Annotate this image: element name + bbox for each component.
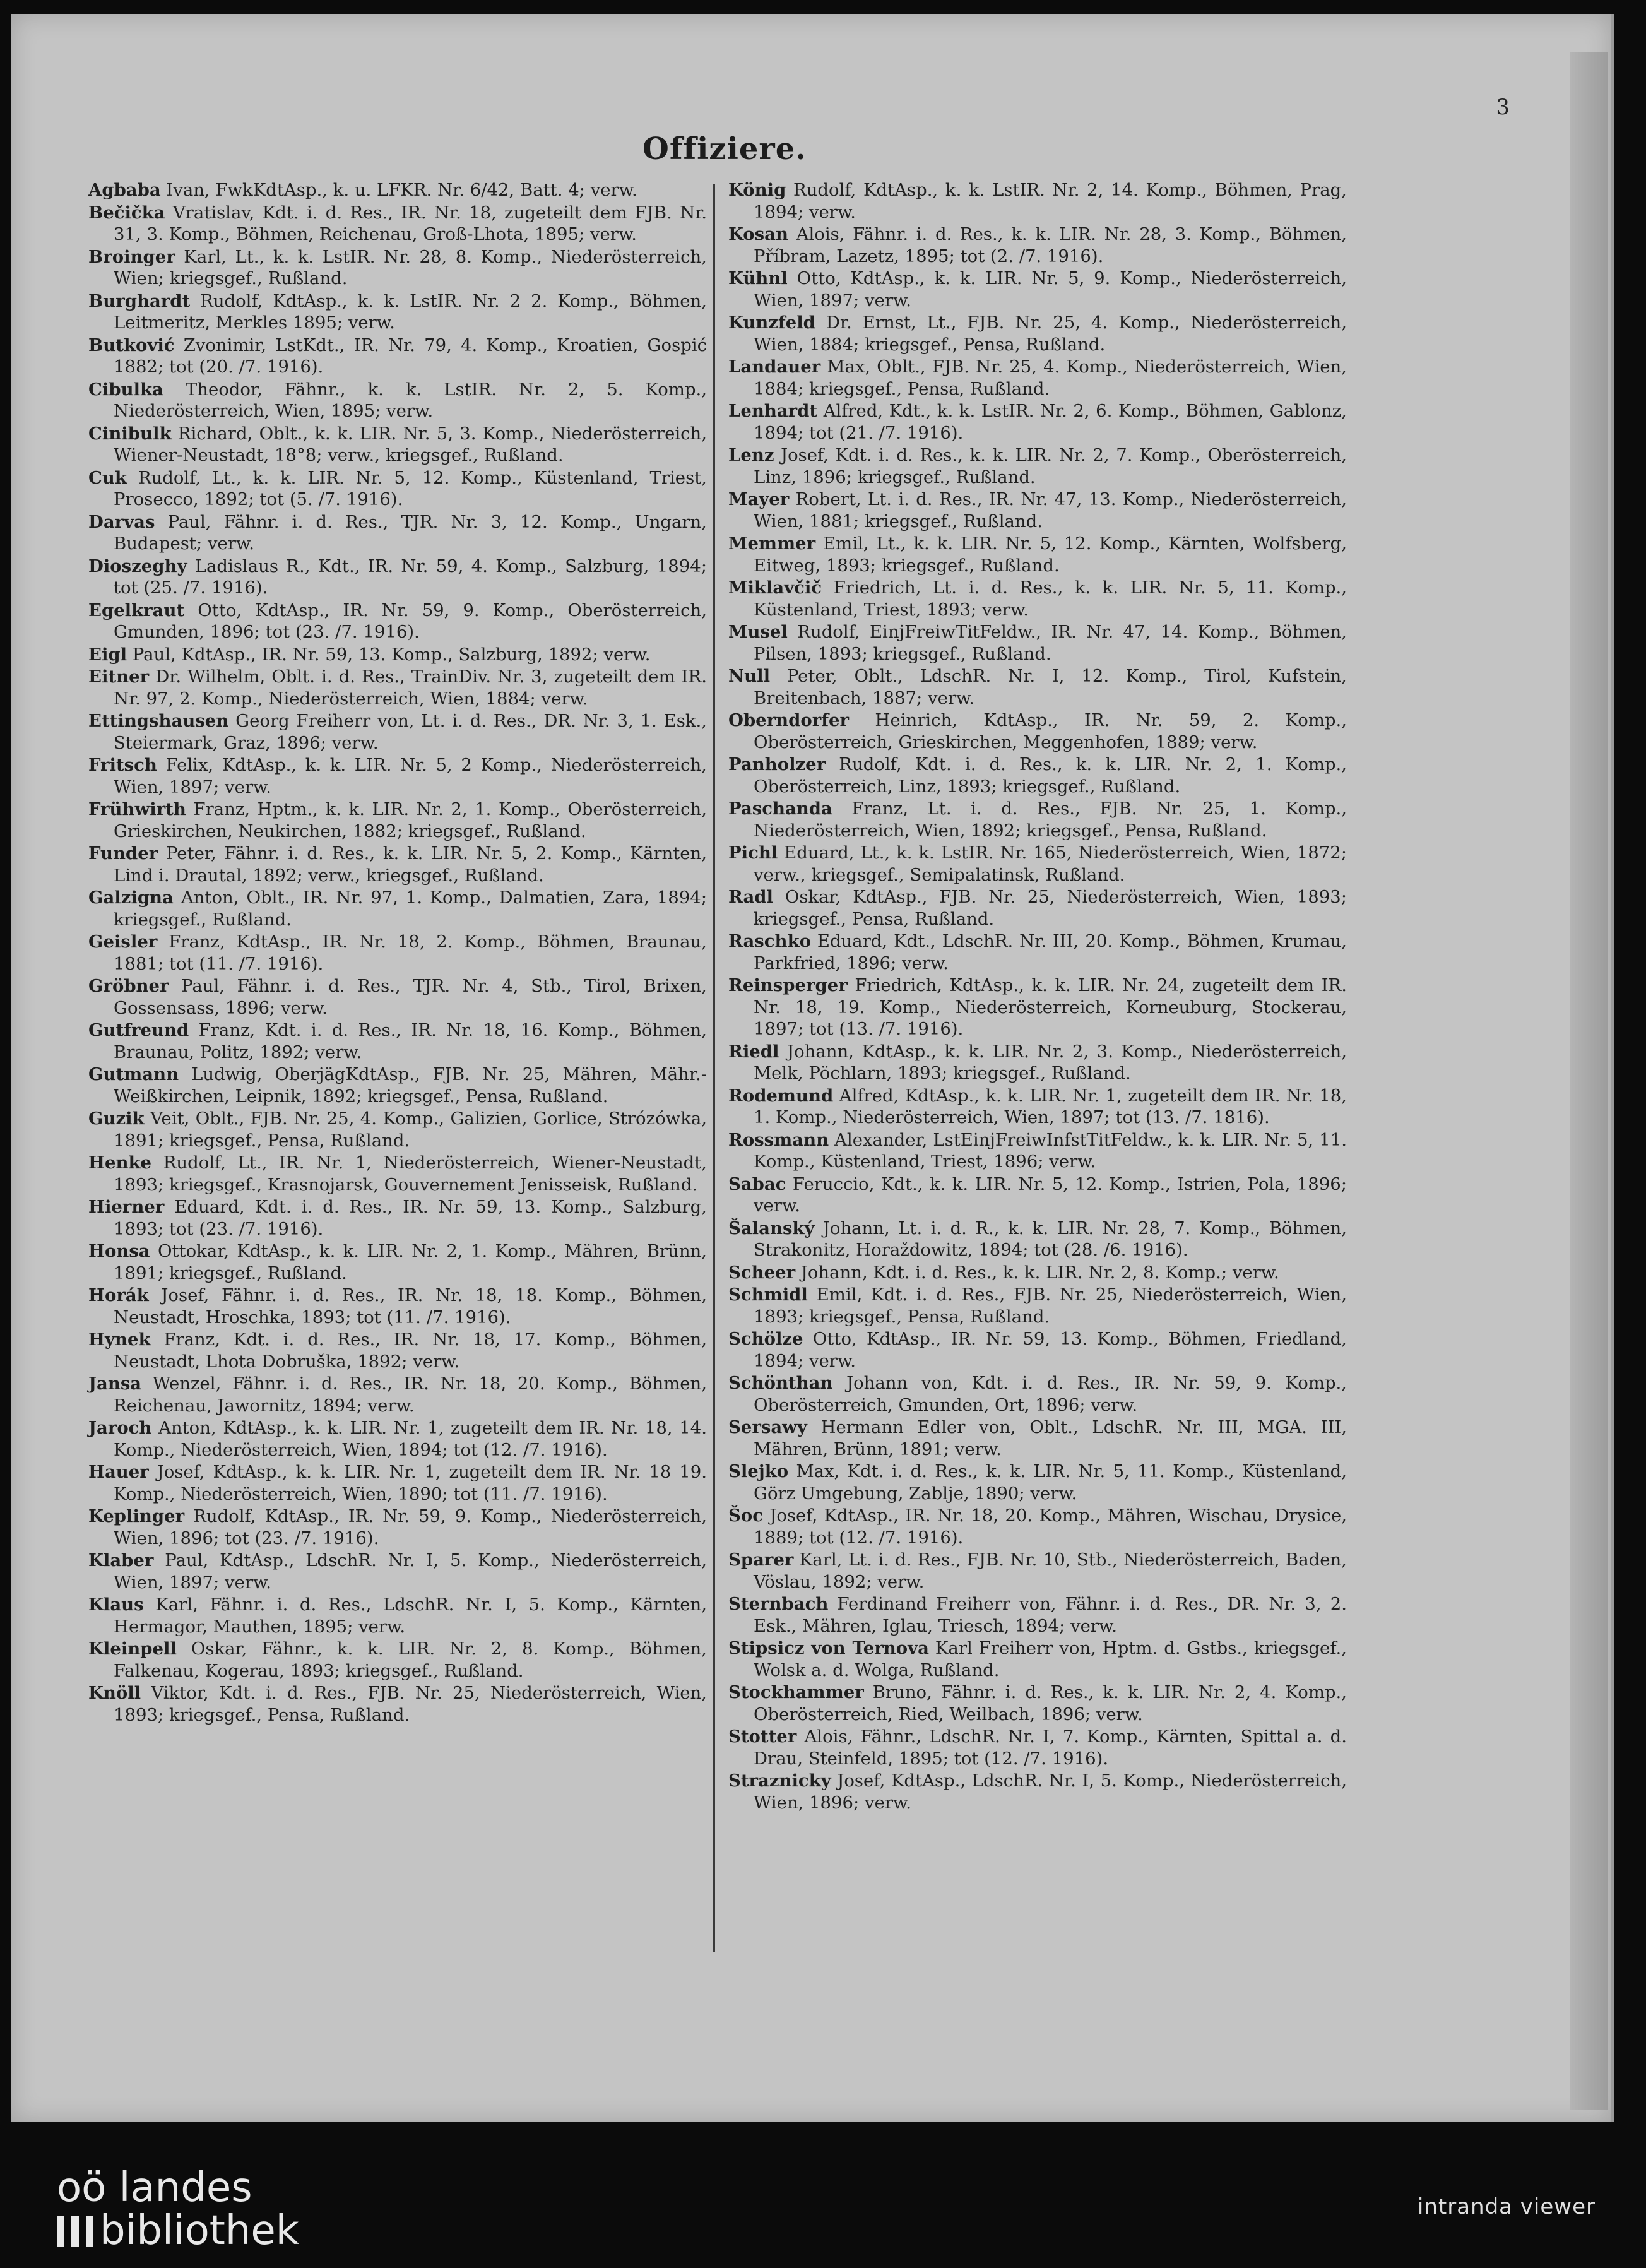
officer-details: Ladislaus R., Kdt., IR. Nr. 59, 4. Komp., Salzburg, 1894; tot (25. /7. 1916). bbox=[114, 555, 707, 598]
officer-entry bbox=[728, 1262, 1347, 1284]
officer-entry bbox=[88, 1682, 707, 1726]
officer-entry bbox=[728, 975, 1347, 1040]
officer-entry bbox=[88, 600, 707, 643]
officer-details: Josef, KdtAsp., LdschR. Nr. I, 5. Komp., Niederösterreich, Wien, 1896; verw. bbox=[754, 1771, 1347, 1813]
officer-entry bbox=[728, 577, 1347, 620]
officer-entry bbox=[728, 312, 1347, 355]
officer-details: Max, Oblt., FJB. Nr. 25, 4. Komp., Niederösterreich, Wien, 1884; kriegsgef., Pensa, Rußland. bbox=[754, 357, 1347, 399]
scanned-page bbox=[11, 14, 1614, 2122]
officer-entry bbox=[88, 644, 707, 666]
officer-entry bbox=[88, 467, 707, 511]
officer-surname: Dioszeghy bbox=[88, 555, 187, 576]
officer-details: Emil, Kdt. i. d. Res., FJB. Nr. 25, Niederösterreich, Wien, 1893; kriegsgef., Pensa, Rußland. bbox=[754, 1285, 1347, 1327]
officer-surname: Sabac bbox=[728, 1173, 786, 1194]
officer-details: Franz, Lt. i. d. Res., FJB. Nr. 25, 1. Komp., Niederösterreich, Wien, 1892; kriegsgef., Pensa, Rußland. bbox=[754, 799, 1347, 841]
officer-surname: Oberndorfer bbox=[728, 710, 850, 730]
officer-details: Franz, Kdt. i. d. Res., IR. Nr. 18, 17. Komp., Böhmen, Neustadt, Lhota Dobruška, 1892; verw. bbox=[114, 1329, 708, 1372]
officer-entry bbox=[88, 246, 707, 290]
officer-surname: Šoc bbox=[728, 1505, 763, 1526]
officer-details: Theodor, Fähnr., k. k. LstIR. Nr. 2, 5. Komp., Niederösterreich, Wien, 1895; verw. bbox=[114, 379, 707, 421]
page-number: 3 bbox=[1496, 95, 1510, 120]
logo-line-1: oö landes bbox=[57, 2164, 252, 2211]
officer-details: Franz, Kdt. i. d. Res., IR. Nr. 18, 16. Komp., Böhmen, Braunau, Politz, 1892; verw. bbox=[114, 1020, 707, 1062]
officer-entry bbox=[88, 799, 707, 842]
officer-surname: Galzigna bbox=[88, 888, 174, 908]
officer-entry bbox=[728, 665, 1347, 709]
officer-surname: Honsa bbox=[88, 1241, 150, 1261]
officer-surname: Butković bbox=[88, 335, 175, 355]
officer-surname: Riedl bbox=[728, 1041, 779, 1062]
logo-line-2: bibliothek bbox=[100, 2207, 299, 2254]
officer-surname: Guzik bbox=[88, 1108, 145, 1129]
officer-surname: Kühnl bbox=[728, 268, 788, 288]
officer-entry bbox=[728, 1770, 1347, 1814]
officer-details: Georg Freiherr von, Lt. i. d. Res., DR. Nr. 3, 1. Esk., Steiermark, Graz, 1896; verw. bbox=[114, 711, 707, 753]
officer-details: Karl, Lt. i. d. Res., FJB. Nr. 10, Stb., Niederösterreich, Baden, Vöslau, 1892; verw. bbox=[754, 1550, 1347, 1592]
officer-details: Otto, KdtAsp., k. k. LIR. Nr. 5, 9. Komp., Niederösterreich, Wien, 1897; verw. bbox=[754, 268, 1347, 311]
officer-entry bbox=[88, 423, 707, 466]
officer-surname: Stotter bbox=[728, 1726, 797, 1747]
officer-details: Paul, KdtAsp., IR. Nr. 59, 13. Komp., Salzburg, 1892; verw. bbox=[132, 644, 651, 665]
officer-entry bbox=[728, 533, 1347, 576]
officer-surname: Sparer bbox=[728, 1550, 794, 1570]
officer-details: Ludwig, OberjägKdtAsp., FJB. Nr. 25, Mähren, Mähr.-Weißkirchen, Leipnik, 1892; kriegsgef., Pensa, Rußland. bbox=[114, 1064, 707, 1107]
officer-details: Oskar, KdtAsp., FJB. Nr. 25, Niederösterreich, Wien, 1893; kriegsgef., Pensa, Rußland. bbox=[754, 887, 1347, 929]
officer-entry bbox=[728, 754, 1347, 797]
officer-entry bbox=[88, 1019, 707, 1063]
officer-surname: Cuk bbox=[88, 467, 127, 488]
officer-details: Rudolf, Kdt. i. d. Res., k. k. LIR. Nr. 2, 1. Komp., Oberösterreich, Linz, 1893; kriegsgef., Rußland. bbox=[754, 754, 1347, 797]
officer-details: Franz, KdtAsp., IR. Nr. 18, 2. Komp., Böhmen, Braunau, 1881; tot (11. /7. 1916). bbox=[114, 932, 707, 974]
officer-surname: Geisler bbox=[88, 932, 158, 952]
officer-surname: Sersawy bbox=[728, 1417, 807, 1437]
officer-entry bbox=[88, 1550, 707, 1593]
officer-details: Alexander, LstEinjFreiwInfstTitFeldw., k. k. LIR. Nr. 5, 11. Komp., Küstenland, Triest, 1896; verw. bbox=[754, 1129, 1347, 1172]
officer-details: Dr. Ernst, Lt., FJB. Nr. 25, 4. Komp., Niederösterreich, Wien, 1884; kriegsgef., Pensa, Rußland. bbox=[754, 312, 1347, 355]
officer-entry bbox=[88, 710, 707, 754]
officer-entry bbox=[728, 223, 1347, 267]
officer-surname: Broinger bbox=[88, 246, 175, 267]
officer-entry bbox=[728, 1461, 1347, 1504]
officer-surname: Schönthan bbox=[728, 1373, 833, 1393]
officer-details: Alois, Fähnr., LdschR. Nr. I, 7. Komp., Kärnten, Spittal a. d. Drau, Steinfeld, 1895; tot (12. /7. 1916). bbox=[754, 1726, 1347, 1769]
officer-entry bbox=[88, 1461, 707, 1505]
officer-surname: Kleinpell bbox=[88, 1639, 177, 1659]
officer-entry bbox=[88, 931, 707, 975]
officer-surname: Sternbach bbox=[728, 1594, 829, 1614]
officer-details: Friedrich, Lt. i. d. Res., k. k. LIR. Nr. 5, 11. Komp., Küstenland, Triest, 1893; verw. bbox=[754, 578, 1347, 620]
officer-details: Alfred, KdtAsp., k. k. LIR. Nr. 1, zugeteilt dem IR. Nr. 18, 1. Komp., Niederösterreich, Wien, 1897; tot (13. /7. 1816). bbox=[754, 1085, 1347, 1127]
officer-surname: Hynek bbox=[88, 1329, 151, 1350]
officer-entry bbox=[728, 444, 1347, 488]
officer-surname: Eitner bbox=[88, 667, 150, 687]
officer-surname: Gutfreund bbox=[88, 1020, 189, 1040]
officer-entry bbox=[88, 379, 707, 422]
officer-surname: Klaber bbox=[88, 1550, 154, 1570]
officer-details: Rudolf, EinjFreiwTitFeldw., IR. Nr. 47, 14. Komp., Böhmen, Pilsen, 1893; kriegsgef., Rußland. bbox=[754, 622, 1347, 664]
officer-details: Eduard, Kdt., LdschR. Nr. III, 20. Komp., Böhmen, Krumau, Parkfried, 1896; verw. bbox=[754, 931, 1347, 973]
officer-surname: Rossmann bbox=[728, 1129, 829, 1150]
officer-entry bbox=[728, 179, 1347, 223]
officer-details: Ottokar, KdtAsp., k. k. LIR. Nr. 2, 1. Komp., Mähren, Brünn, 1891; kriegsgef., Rußland. bbox=[114, 1241, 707, 1283]
officer-entry bbox=[728, 1129, 1347, 1173]
officer-details: Josef, Fähnr. i. d. Res., IR. Nr. 18, 18. Komp., Böhmen, Neustadt, Hroschka, 1893; tot (11. /7. 1916). bbox=[114, 1285, 707, 1327]
page-title: Offiziere. bbox=[642, 131, 807, 167]
officer-entry bbox=[728, 1218, 1347, 1261]
officer-entry bbox=[728, 1284, 1347, 1327]
officer-entry bbox=[88, 666, 707, 709]
officer-details: Franz, Hptm., k. k. LIR. Nr. 2, 1. Komp., Oberösterreich, Grieskirchen, Neukirchen, 1882; kriegsgef., Rußland. bbox=[114, 799, 707, 841]
officer-details: Josef, KdtAsp., IR. Nr. 18, 20. Komp., Mähren, Wischau, Drysice, 1889; tot (12. /7. 1916). bbox=[754, 1505, 1347, 1548]
officer-surname: Šalanský bbox=[728, 1218, 815, 1238]
officer-details: Eduard, Kdt. i. d. Res., IR. Nr. 59, 13. Komp., Salzburg, 1893; tot (23. /7. 1916). bbox=[114, 1197, 707, 1239]
officer-entry bbox=[728, 1085, 1347, 1129]
officer-surname: Paschanda bbox=[728, 799, 832, 819]
officer-surname: Hierner bbox=[88, 1197, 165, 1217]
officer-details: Bruno, Fähnr. i. d. Res., k. k. LIR. Nr. 2, 4. Komp., Oberösterreich, Ried, Weilbach, 1896; verw. bbox=[754, 1682, 1347, 1725]
officer-details: Eduard, Lt., k. k. LstIR. Nr. 165, Niederösterreich, Wien, 1872; verw., kriegsgef., Semipalatinsk, Rußland. bbox=[754, 843, 1347, 885]
left-column bbox=[88, 179, 707, 1726]
officer-surname: Pichl bbox=[728, 843, 778, 863]
officer-details: Veit, Oblt., FJB. Nr. 25, 4. Komp., Galizien, Gorlice, Strózówka, 1891; kriegsgef., Pensa, Rußland. bbox=[114, 1108, 707, 1151]
officer-surname: Reinsperger bbox=[728, 975, 848, 995]
officer-details: Vratislav, Kdt. i. d. Res., IR. Nr. 18, zugeteilt dem FJB. Nr. 31, 3. Komp., Böhmen, Reichenau, Groß-Lhota, 1895; verw. bbox=[114, 202, 707, 244]
officer-surname: Gröbner bbox=[88, 976, 169, 996]
officer-entry bbox=[728, 400, 1347, 444]
officer-entry bbox=[88, 1196, 707, 1240]
officer-surname: Eigl bbox=[88, 644, 127, 665]
officer-entry bbox=[728, 1328, 1347, 1372]
logo-bars-icon bbox=[57, 2216, 93, 2247]
officer-surname: Lenhardt bbox=[728, 401, 818, 421]
officer-details: Wenzel, Fähnr. i. d. Res., IR. Nr. 18, 20. Komp., Böhmen, Reichenau, Jawornitz, 1894; verw. bbox=[114, 1374, 707, 1416]
officer-surname: Knöll bbox=[88, 1683, 141, 1703]
officer-surname: Fritsch bbox=[88, 755, 157, 775]
officer-surname: Hauer bbox=[88, 1462, 149, 1482]
officer-surname: Miklavčič bbox=[728, 578, 822, 598]
officer-details: Robert, Lt. i. d. Res., IR. Nr. 47, 13. Komp., Niederösterreich, Wien, 1881; kriegsgef., Rußland. bbox=[754, 489, 1347, 531]
library-logo[interactable] bbox=[57, 2166, 299, 2252]
officer-surname: Raschko bbox=[728, 931, 811, 951]
officer-details: Alois, Fähnr. i. d. Res., k. k. LIR. Nr. 28, 3. Komp., Böhmen, Příbram, Lazetz, 1895; tot (2. /7. 1916). bbox=[754, 224, 1347, 266]
officer-details: Karl, Fähnr. i. d. Res., LdschR. Nr. I, 5. Komp., Kärnten, Hermagor, Mauthen, 1895; verw. bbox=[114, 1594, 707, 1637]
officer-surname: Straznicky bbox=[728, 1771, 831, 1791]
officer-surname: Frühwirth bbox=[88, 799, 186, 819]
officer-details: Heinrich, KdtAsp., IR. Nr. 59, 2. Komp., Oberösterreich, Grieskirchen, Meggenhofen, 1889; verw. bbox=[754, 710, 1347, 752]
officer-details: Ferdinand Freiherr von, Fähnr. i. d. Res., DR. Nr. 3, 2. Esk., Mähren, Iglau, Triesch, 1894; verw. bbox=[754, 1594, 1347, 1636]
officer-surname: Gutmann bbox=[88, 1064, 179, 1084]
officer-details: Anton, KdtAsp., k. k. LIR. Nr. 1, zugeteilt dem IR. Nr. 18, 14. Komp., Niederösterreich, Wien, 1894; tot (12. /7. 1916). bbox=[114, 1418, 707, 1460]
officer-entry bbox=[728, 268, 1347, 311]
officer-surname: Kunzfeld bbox=[728, 312, 815, 333]
officer-surname: Jansa bbox=[88, 1374, 142, 1394]
officer-entry bbox=[728, 1041, 1347, 1084]
officer-entry bbox=[728, 489, 1347, 532]
officer-details: Rudolf, KdtAsp., k. k. LstIR. Nr. 2 2. Komp., Böhmen, Leitmeritz, Merkles 1895; verw. bbox=[114, 290, 707, 333]
officer-entry bbox=[88, 1064, 707, 1107]
officer-entry bbox=[728, 1372, 1347, 1416]
officer-entry bbox=[88, 975, 707, 1019]
officer-details: Emil, Lt., k. k. LIR. Nr. 5, 12. Komp., Kärnten, Wolfsberg, Eitweg, 1893; kriegsgef., Rußland. bbox=[754, 533, 1347, 576]
officer-details: Friedrich, KdtAsp., k. k. LIR. Nr. 24, zugeteilt dem IR. Nr. 18, 19. Komp., Niederösterreich, Korneuburg, Stockerau, 1897; tot (13. /7. 1916). bbox=[754, 975, 1347, 1039]
officer-entry bbox=[728, 1549, 1347, 1593]
officer-details: Zvonimir, LstKdt., IR. Nr. 79, 4. Komp., Kroatien, Gospić 1882; tot (20. /7. 1916). bbox=[114, 335, 707, 377]
officer-details: Paul, Fähnr. i. d. Res., TJR. Nr. 4, Stb., Tirol, Brixen, Gossensass, 1896; verw. bbox=[114, 976, 707, 1018]
officer-surname: Henke bbox=[88, 1153, 152, 1173]
officer-entry bbox=[88, 1108, 707, 1151]
officer-surname: Kosan bbox=[728, 224, 788, 244]
officer-entry bbox=[88, 1505, 707, 1549]
officer-details: Rudolf, Lt., IR. Nr. 1, Niederösterreich, Wiener-Neustadt, 1893; kriegsgef., Krasnojarsk, Gouvernement Jenisseisk, Rußland. bbox=[114, 1153, 707, 1195]
officer-details: Feruccio, Kdt., k. k. LIR. Nr. 5, 12. Komp., Istrien, Pola, 1896; verw. bbox=[754, 1173, 1347, 1216]
officer-details: Paul, KdtAsp., LdschR. Nr. I, 5. Komp., Niederösterreich, Wien, 1897; verw. bbox=[114, 1550, 707, 1593]
officer-surname: Mayer bbox=[728, 489, 790, 509]
officer-details: Paul, Fähnr. i. d. Res., TJR. Nr. 3, 12. Komp., Ungarn, Budapest; verw. bbox=[114, 511, 708, 554]
officer-details: Peter, Oblt., LdschR. Nr. I, 12. Komp., Tirol, Kufstein, Breitenbach, 1887; verw. bbox=[754, 666, 1347, 708]
officer-surname: Keplinger bbox=[88, 1506, 185, 1526]
officer-entry bbox=[728, 1682, 1347, 1725]
officer-entry bbox=[88, 1152, 707, 1196]
officer-details: Viktor, Kdt. i. d. Res., FJB. Nr. 25, Niederösterreich, Wien, 1893; kriegsgef., Pensa, Rußland. bbox=[114, 1683, 707, 1725]
officer-entry bbox=[88, 179, 707, 201]
officer-entry bbox=[88, 887, 707, 930]
officer-surname: Jaroch bbox=[88, 1418, 152, 1438]
officer-details: Josef, Kdt. i. d. Res., k. k. LIR. Nr. 2, 7. Komp., Oberösterreich, Linz, 1896; kriegsgef., Rußland. bbox=[754, 445, 1347, 487]
officer-entry bbox=[88, 555, 707, 599]
officer-entry bbox=[728, 842, 1347, 886]
officer-surname: Slejko bbox=[728, 1461, 789, 1481]
officer-entry bbox=[88, 1329, 707, 1372]
officer-entry bbox=[728, 621, 1347, 665]
officer-surname: König bbox=[728, 180, 786, 200]
officer-entry bbox=[88, 511, 707, 555]
officer-surname: Memmer bbox=[728, 533, 816, 554]
officer-details: Anton, Oblt., IR. Nr. 97, 1. Komp., Dalmatien, Zara, 1894; kriegsgef., Rußland. bbox=[114, 888, 707, 930]
officer-details: Karl Freiherr von, Hptm. d. Gstbs., kriegsgef., Wolsk a. d. Wolga, Rußland. bbox=[754, 1638, 1347, 1680]
officer-entry bbox=[728, 356, 1347, 400]
officer-surname: Cinibulk bbox=[88, 423, 172, 444]
officer-surname: Horák bbox=[88, 1285, 149, 1305]
officer-entry bbox=[728, 1637, 1347, 1681]
officer-entry bbox=[88, 1373, 707, 1416]
officer-surname: Klaus bbox=[88, 1594, 144, 1615]
officer-details: Rudolf, KdtAsp., k. k. LstIR. Nr. 2, 14. Komp., Böhmen, Prag, 1894; verw. bbox=[754, 180, 1347, 222]
officer-surname: Funder bbox=[88, 843, 158, 864]
officer-surname: Rodemund bbox=[728, 1085, 834, 1106]
officer-details: Max, Kdt. i. d. Res., k. k. LIR. Nr. 5, 11. Komp., Küstenland, Görz Umgebung, Zablje, 1890; verw. bbox=[754, 1461, 1347, 1504]
officer-surname: Ettingshausen bbox=[88, 711, 229, 731]
column-divider bbox=[713, 184, 715, 1952]
right-column bbox=[728, 179, 1347, 1814]
officer-details: Dr. Wilhelm, Oblt. i. d. Res., TrainDiv. Nr. 3, zugeteilt dem IR. Nr. 97, 2. Komp., Niederösterreich, Wien, 1884; verw. bbox=[114, 667, 707, 709]
officer-surname: Null bbox=[728, 666, 771, 686]
officer-details: Otto, KdtAsp., IR. Nr. 59, 9. Komp., Oberösterreich, Gmunden, 1896; tot (23. /7. 1916). bbox=[114, 600, 707, 642]
officer-details: Johann von, Kdt. i. d. Res., IR. Nr. 59, 9. Komp., Oberösterreich, Gmunden, Ort, 1896; verw. bbox=[754, 1373, 1347, 1415]
officer-surname: Lenz bbox=[728, 445, 774, 465]
officer-details: Ivan, FwkKdtAsp., k. u. LFKR. Nr. 6/42, Batt. 4; verw. bbox=[166, 180, 637, 200]
officer-details: Otto, KdtAsp., IR. Nr. 59, 13. Komp., Böhmen, Friedland, 1894; verw. bbox=[754, 1329, 1347, 1371]
officer-entry bbox=[728, 930, 1347, 974]
officer-entry bbox=[88, 1285, 707, 1328]
officer-surname: Cibulka bbox=[88, 379, 163, 400]
officer-details: Josef, KdtAsp., k. k. LIR. Nr. 1, zugeteilt dem IR. Nr. 18 19. Komp., Niederösterreich, Wien, 1890; tot (11. /7. 1916). bbox=[114, 1462, 707, 1504]
officer-entry bbox=[88, 202, 707, 246]
officer-surname: Stockhammer bbox=[728, 1682, 864, 1702]
officer-details: Johann, Lt. i. d. R., k. k. LIR. Nr. 28, 7. Komp., Böhmen, Strakonitz, Horaždowitz, 1894; tot (28. /6. 1916). bbox=[754, 1218, 1347, 1260]
officer-details: Richard, Oblt., k. k. LIR. Nr. 5, 3. Komp., Niederösterreich, Wiener-Neustadt, 18°8; verw., kriegsgef., Rußland. bbox=[114, 423, 707, 465]
officer-surname: Schölze bbox=[728, 1329, 803, 1349]
officer-entry bbox=[88, 1417, 707, 1461]
page-stack-edge bbox=[1570, 52, 1608, 2110]
officer-entry bbox=[88, 1240, 707, 1284]
officer-entry bbox=[88, 290, 707, 334]
officer-entry bbox=[88, 1638, 707, 1682]
officer-details: Peter, Fähnr. i. d. Res., k. k. LIR. Nr. 5, 2. Komp., Kärnten, Lind i. Drautal, 1892; verw., kriegsgef., Rußland. bbox=[114, 843, 708, 886]
officer-details: Rudolf, Lt., k. k. LIR. Nr. 5, 12. Komp., Küstenland, Triest, Prosecco, 1892; tot (5. /7. 1916). bbox=[114, 467, 707, 509]
officer-surname: Panholzer bbox=[728, 754, 826, 775]
officer-entry bbox=[728, 1593, 1347, 1637]
officer-entry bbox=[728, 1505, 1347, 1548]
officer-surname: Landauer bbox=[728, 357, 821, 377]
officer-details: Johann, Kdt. i. d. Res., k. k. LIR. Nr. 2, 8. Komp.; verw. bbox=[800, 1262, 1279, 1283]
officer-details: Johann, KdtAsp., k. k. LIR. Nr. 2, 3. Komp., Niederösterreich, Melk, Pöchlarn, 1893; kriegsgef., Rußland. bbox=[754, 1041, 1347, 1083]
officer-surname: Stipsicz von Ternova bbox=[728, 1638, 929, 1658]
viewer-brand[interactable]: intranda viewer bbox=[1417, 2194, 1596, 2219]
officer-surname: Scheer bbox=[728, 1262, 796, 1283]
officer-details: Alfred, Kdt., k. k. LstIR. Nr. 2, 6. Komp., Böhmen, Gablonz, 1894; tot (21. /7. 1916). bbox=[754, 401, 1347, 443]
officer-entry bbox=[728, 886, 1347, 930]
officer-surname: Agbaba bbox=[88, 180, 161, 200]
officer-entry bbox=[88, 843, 707, 886]
officer-entry bbox=[88, 335, 707, 378]
officer-entry bbox=[728, 1726, 1347, 1769]
officer-surname: Schmidl bbox=[728, 1285, 808, 1305]
officer-details: Karl, Lt., k. k. LstIR. Nr. 28, 8. Komp., Niederösterreich, Wien; kriegsgef., Rußland. bbox=[114, 246, 707, 288]
officer-entry bbox=[728, 709, 1347, 753]
officer-surname: Musel bbox=[728, 622, 788, 642]
officer-surname: Bečička bbox=[88, 202, 165, 223]
officer-surname: Radl bbox=[728, 887, 773, 907]
officer-entry bbox=[88, 754, 707, 798]
officer-details: Hermann Edler von, Oblt., LdschR. Nr. III, MGA. III, Mähren, Brünn, 1891; verw. bbox=[754, 1417, 1347, 1459]
officer-entry bbox=[728, 1173, 1347, 1217]
officer-details: Felix, KdtAsp., k. k. LIR. Nr. 5, 2 Komp., Niederösterreich, Wien, 1897; verw. bbox=[114, 755, 707, 797]
officer-surname: Darvas bbox=[88, 511, 155, 532]
officer-entry bbox=[88, 1594, 707, 1637]
officer-surname: Egelkraut bbox=[88, 600, 185, 620]
officer-entry bbox=[728, 1416, 1347, 1460]
officer-details: Oskar, Fähnr., k. k. LIR. Nr. 2, 8. Komp., Böhmen, Falkenau, Kogerau, 1893; kriegsgef., Rußland. bbox=[114, 1639, 707, 1681]
officer-surname: Burghardt bbox=[88, 290, 191, 311]
officer-details: Rudolf, KdtAsp., IR. Nr. 59, 9. Komp., Niederösterreich, Wien, 1896; tot (23. /7. 1916). bbox=[114, 1506, 707, 1548]
officer-entry bbox=[728, 798, 1347, 841]
